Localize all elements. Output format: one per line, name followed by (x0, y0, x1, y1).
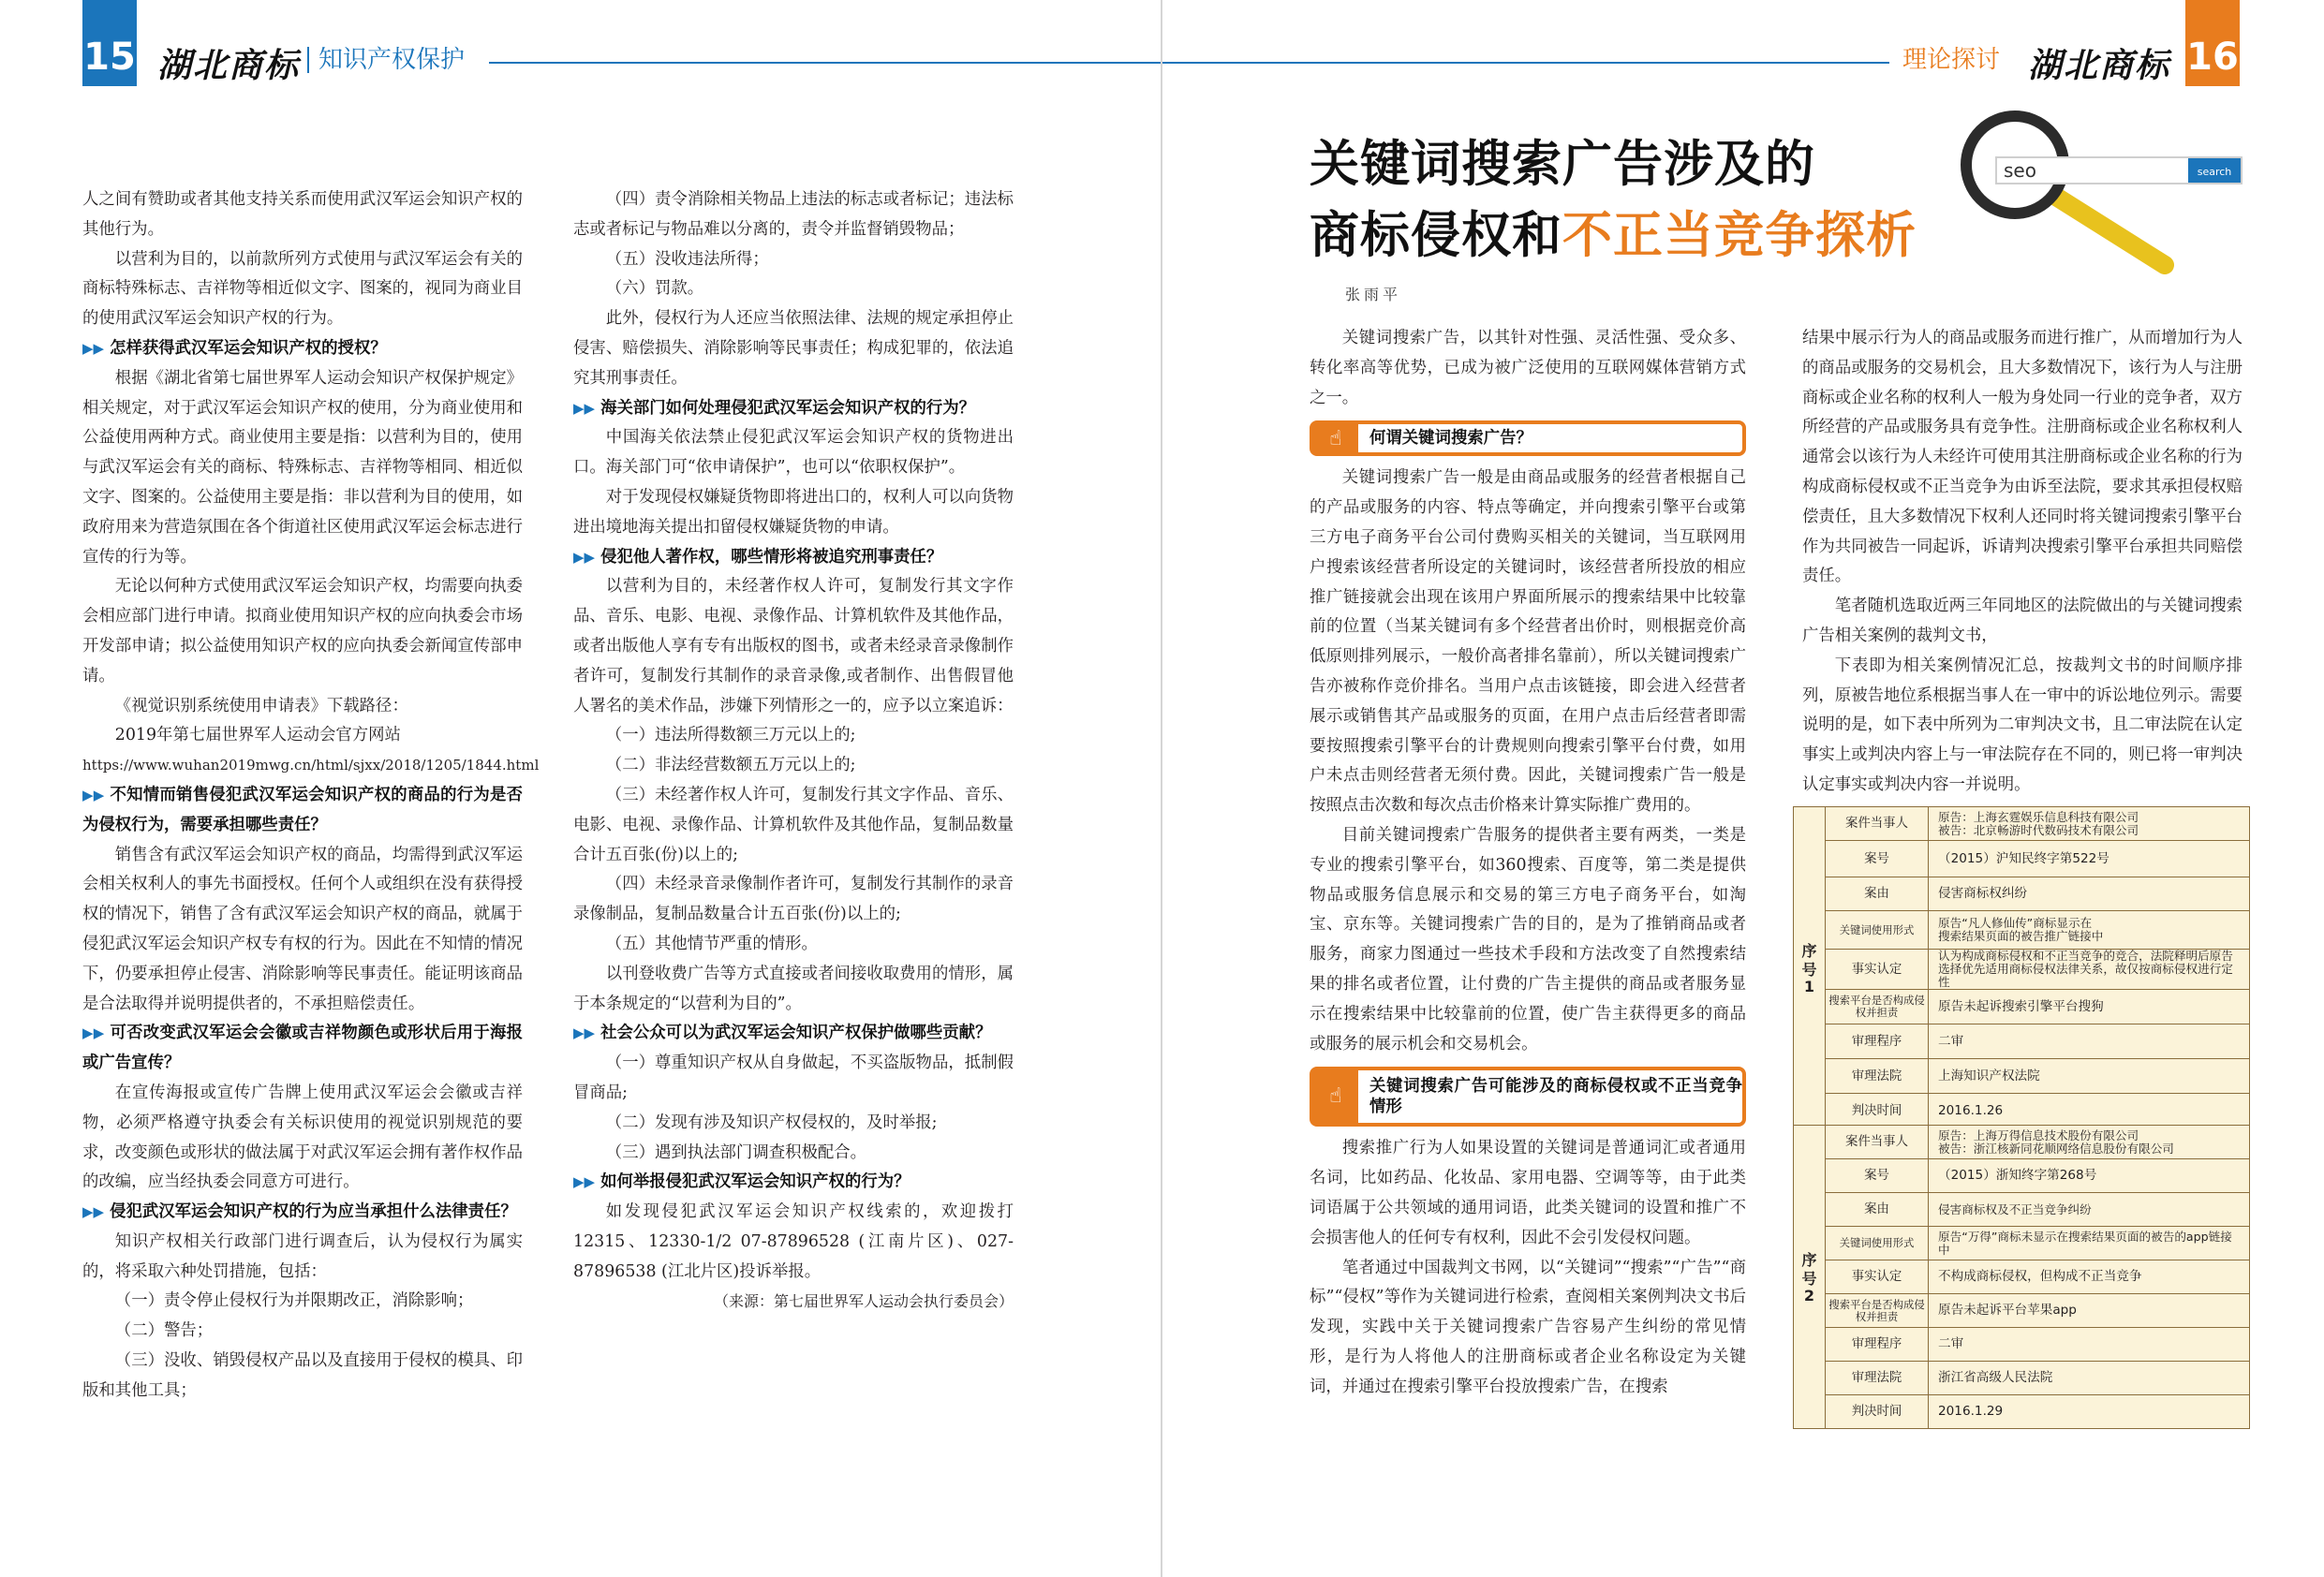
paragraph: （二）非法经营数额五万元以上的; (605, 756, 856, 775)
left-column-1 (82, 185, 540, 1407)
table-key-cell: 案件当事人 (1826, 807, 1929, 841)
table-value-cell: （2015）沪知民终字第522号 (1929, 841, 2250, 877)
table-key-cell: 案号 (1826, 1159, 1929, 1193)
table-row (1794, 807, 2250, 841)
paragraph: 2019年第七届世界军人运动会官方网站 (114, 726, 401, 745)
paragraph: 关键词搜索广告一般是由商品或服务的经营者根据自己的产品或服务的内容、特点等确定，并向搜索引擎平台或第三方电子商务平台公司付费购买相关的关键词，当互联网用户搜索该经营者所设定的关键词时，该经营者所投放的相应推广链接就会出现在该用户界面所展示的搜索结果中比较靠前的位置（当某关键词有多个经营者出价时，则根据竞价高低原则排列展示，一般价高者排名靠前），所以关键词搜索广告亦被称作竞价排名。当用户点击该链接，即会进入经营者展示或销售其产品或服务的页面，在用户点击后经营者即需要按照搜索引擎平台的计费规则向搜索引擎平台付费，如用户未点击则经营者无须付费。因此，关键词搜索广告一般是按照点击次数和每次点击价格来计算实际推广费用的。 (1310, 468, 1746, 816)
table-row (1794, 1395, 2250, 1429)
table-row (1794, 841, 2250, 877)
title-line-1: 关键词搜索广告涉及的 (1310, 136, 1815, 193)
left-column-2 (573, 185, 1014, 1317)
table-value-cell: 原告：上海万得信息技术股份有限公司 被告：浙江核新同花顺网络信息股份有限公司 (1929, 1126, 2250, 1159)
table-key-cell: 审理程序 (1826, 1024, 1929, 1059)
table-value-cell: 侵害商标权及不正当竞争纠纷 (1929, 1193, 2250, 1227)
double-arrow-icon: ▶▶ (573, 1173, 596, 1191)
paragraph: 结果中展示行为人的商品或服务而进行推广，从而增加行为人的商品或服务的交易机会，且大多数情况下，该行为人与注册商标或企业名称的权利人一般为身处同一行业的竞争者，双方所经营的产品或服务具有竞争性。注册商标或企业名称权利人通常会以该行为人未经许可使用其注册商标或企业名称的行为构成商标侵权或不正当竞争为由诉至法院，要求其承担侵权赔偿责任，且大多数情况下权利人还同时将关键词搜索引擎平台作为共同被告一同起诉，诉请判决搜索引擎平台承担共同赔偿责任。 (1802, 329, 2243, 586)
article-title (1310, 129, 1917, 272)
paragraph: （三）没收、销毁侵权产品以及直接用于侵权的模具、印版和其他工具； (82, 1351, 523, 1400)
table-key-cell: 审理程序 (1826, 1328, 1929, 1362)
title-line-2: 商标侵权和不正当竞争探析 (1310, 207, 1917, 264)
right-page (1162, 0, 2324, 1577)
paragraph: （四）未经录音录像制作者许可，复制发行其制作的录音录像制品，复制品数量合计五百张(份)以上的; (573, 875, 1014, 924)
double-arrow-icon: ▶▶ (82, 339, 105, 357)
double-arrow-icon: ▶▶ (82, 786, 105, 803)
question-heading: ▶▶ 海关部门如何处理侵犯武汉军运会知识产权的行为？ (573, 398, 976, 418)
table-row (1794, 1260, 2250, 1294)
paragraph: 中国海关依法禁止侵犯武汉军运会知识产权的货物进出口。海关部门可“依申请保护”，也可以“依职权保护”。 (573, 428, 1014, 478)
table-row (1794, 1024, 2250, 1059)
table-key-cell: 案由 (1826, 1193, 1929, 1227)
header-rule (489, 62, 1162, 64)
table-row (1794, 1159, 2250, 1193)
table-key-cell: 关键词使用形式 (1826, 1227, 1929, 1260)
paragraph: 以营利为目的，未经著作权人许可，复制发行其文字作品、音乐、电影、电视、录像作品、计算机软件及其他作品，或者出版他人享有专有出版权的图书，或者未经录音录像制作者许可，复制发行其制作的录音录像,或者制作、出售假冒他人署名的美术作品，涉嫌下列情形之一的，应予以立案追诉： (573, 577, 1014, 715)
pointing-hand-icon: ☝ (1313, 424, 1358, 452)
paragraph: 《视觉识别系统使用申请表》下载路径： (114, 696, 408, 715)
case-table-1 (1793, 806, 2250, 1128)
table-value-cell: 二审 (1929, 1328, 2250, 1362)
paragraph: 以刊登收费广告等方式直接或者间接收取费用的情形，属于本条规定的“以营利为目的”。 (573, 964, 1014, 1013)
page-number-left: 15 (82, 0, 137, 86)
paragraph: 关键词搜索广告，以其针对性强、灵活性强、受众多、转化率高等优势，已成为被广泛使用的互联网媒体营销方式之一。 (1310, 329, 1746, 407)
paragraph: 下表即为相关案例情况汇总，按裁判文书的时间顺序排列，原被告地位系根据当事人在一审中的诉讼地位列示。需要说明的是，如下表中所列为二审判决文书，且二审法院在认定事实上或判决内容上与一审法院存在不同的，则已将一审判决认定事实或判决内容一并说明。 (1802, 656, 2243, 794)
double-arrow-icon: ▶▶ (82, 1203, 105, 1221)
table-value-cell: 认为构成商标侵权和不正当竞争的竞合，法院释明后原告选择优先适用商标侵权法律关系，故仅按商标侵权进行定性 (1929, 950, 2250, 990)
question-heading: ▶▶ 如何举报侵犯武汉军运会知识产权的行为？ (573, 1172, 910, 1192)
table-value-cell: （2015）浙知终字第268号 (1929, 1159, 2250, 1193)
paragraph: （一）责令停止侵权行为并限期改正，消除影响； (114, 1291, 474, 1311)
paragraph: 无论以何种方式使用武汉军运会知识产权，均需要向执委会相应部门进行申请。拟商业使用知识产权的应向执委会市场开发部申请；拟公益使用知识产权的应向执委会新闻宣传部申请。 (82, 577, 523, 685)
paragraph: （五）其他情节严重的情形。 (605, 934, 818, 953)
paragraph: 人之间有赞助或者其他支持关系而使用武汉军运会知识产权的其他行为。 (82, 190, 523, 239)
case-table-2 (1793, 1125, 2250, 1429)
seo-text: seo (2004, 159, 2036, 182)
table-row (1794, 1362, 2250, 1395)
pointing-hand-icon: ☝ (1313, 1070, 1358, 1123)
table-key-cell: 案件当事人 (1826, 1126, 1929, 1159)
header-rule (1162, 62, 1889, 64)
right-column-2 (1802, 324, 2243, 801)
table-value-cell: 二审 (1929, 1024, 2250, 1059)
double-arrow-icon: ▶▶ (573, 548, 596, 566)
brand-logo: 湖北商标 (2028, 46, 2171, 85)
question-heading: ▶▶ 怎样获得武汉军运会知识产权的授权？ (82, 338, 387, 358)
table-row (1794, 877, 2250, 911)
double-arrow-icon: ▶▶ (82, 1024, 105, 1042)
table-value-cell: 原告“万得”商标未显示在搜索结果页面的被告的app链接中 (1929, 1227, 2250, 1260)
table-value-cell: 原告：上海玄霆娱乐信息科技有限公司 被告：北京畅游时代数码技术有限公司 (1929, 807, 2250, 841)
paragraph: 知识产权相关行政部门进行调查后，认为侵权行为属实的，将采取六种处罚措施，包括： (82, 1231, 523, 1281)
table-row (1794, 990, 2250, 1024)
source-note: （来源：第七届世界军人运动会执行委员会） (713, 1292, 1014, 1311)
case-sequence: 序号 2 (1794, 1126, 1826, 1429)
section-title: 理论探讨 (1902, 46, 2001, 74)
double-arrow-icon: ▶▶ (573, 399, 596, 417)
brand-logo: 湖北商标 (157, 46, 301, 85)
table-row (1794, 1328, 2250, 1362)
table-value-cell: 2016.1.29 (1929, 1395, 2250, 1429)
table-row (1794, 911, 2250, 950)
question-heading: ▶▶ 不知情而销售侵犯武汉军运会知识产权的商品的行为是否为侵权行为，需要承担哪些责任？ (82, 785, 523, 834)
table-key-cell: 判决时间 (1826, 1395, 1929, 1429)
table-key-cell: 判决时间 (1826, 1094, 1929, 1128)
paragraph: （五）没收违法所得； (605, 249, 769, 269)
table-value-cell: 浙江省高级人民法院 (1929, 1362, 2250, 1395)
page-number-right: 16 (2185, 0, 2240, 86)
table-row (1794, 1227, 2250, 1260)
table-key-cell: 案号 (1826, 841, 1929, 877)
title-highlight: 不正当竞争探析 (1562, 207, 1917, 264)
table-key-cell: 事实认定 (1826, 950, 1929, 990)
table-key-cell: 案由 (1826, 877, 1929, 911)
paragraph: 在宣传海报或宣传广告牌上使用武汉军运会会徽或吉祥物，必须严格遵守执委会有关标识使用的视觉识别规范的要求，改变颜色或形状的做法属于对武汉军运会拥有著作权作品的改编，应当经执委会同意方可进行。 (82, 1083, 523, 1192)
paragraph: 笔者通过中国裁判文书网，以“关键词”“搜索”“广告”“商标”“侵权”等作为关键词进行检索，查阅相关案例判决文书后发现，实践中关于关键词搜索广告容易产生纠纷的常见情形，是行为人将他人的注册商标或者企业名称设定为关键词，并通过在搜索引擎平台投放搜索广告，在搜索 (1310, 1258, 1746, 1396)
double-arrow-icon: ▶▶ (573, 1024, 596, 1042)
table-row (1794, 1094, 2250, 1128)
case-sequence: 序号 1 (1794, 807, 1826, 1128)
question-heading: ▶▶ 侵犯他人著作权，哪些情形将被追究刑事责任？ (573, 547, 943, 567)
table-value-cell: 原告“凡人修仙传”商标显示在 搜索结果页面的被告推广链接中 (1929, 911, 2250, 950)
search-button-text: search (2197, 166, 2232, 178)
table-row (1794, 950, 2250, 990)
table-row (1794, 1294, 2250, 1328)
paragraph: 如发现侵犯武汉军运会知识产权线索的，欢迎拨打12315、12330-1/2 07-87896528 (江南片区)、027-87896538 (江北片区)投诉举报。 (573, 1202, 1014, 1281)
paragraph: 此外，侵权行为人还应当依照法律、法规的规定承担停止侵害、赔偿损失、消除影响等民事责任；构成犯罪的，依法追究其刑事责任。 (573, 309, 1014, 388)
paragraph: （四）责令消除相关物品上违法的标志或者标记；违法标志或者标记与物品难以分离的，责令并监督销毁物品； (573, 190, 1014, 239)
paragraph: 对于发现侵权嫌疑货物即将进出口的，权利人可以向货物进出境地海关提出扣留侵权嫌疑货物的申请。 (573, 487, 1014, 537)
table-key-cell: 关键词使用形式 (1826, 911, 1929, 950)
paragraph: （六）罚款。 (605, 279, 704, 299)
table-value-cell: 侵害商标权纠纷 (1929, 877, 2250, 911)
author: 张雨平 (1345, 286, 1402, 303)
seo-magnifier-icon (1949, 111, 2249, 288)
paragraph: 销售含有武汉军运会知识产权的商品，均需得到武汉军运会相关权利人的事先书面授权。任何个人或组织在没有获得授权的情况下，销售了含有武汉军运会知识产权的商品，就属于侵犯武汉军运会知识产权专有权的行为。因此在不知情的情况下，仍要承担停止侵害、消除影响等民事责任。能证明该商品是合法取得并说明提供者的，不承担赔偿责任。 (82, 845, 523, 1013)
table-key-cell: 审理法院 (1826, 1059, 1929, 1094)
table-key-cell: 审理法院 (1826, 1362, 1929, 1395)
download-url: https://www.wuhan2019mwg.cn/html/sjxx/2018/1205/1844.html (82, 757, 540, 774)
table-value-cell: 2016.1.26 (1929, 1094, 2250, 1128)
paragraph: 笔者随机选取近两三年同地区的法院做出的与关键词搜索广告相关案例的裁判文书， (1802, 597, 2243, 645)
question-heading: ▶▶ 社会公众可以为武汉军运会知识产权保护做哪些贡献？ (573, 1024, 992, 1043)
table-value-cell: 上海知识产权法院 (1929, 1059, 2250, 1094)
table-value-cell: 原告未起诉搜索引擎平台搜狗 (1929, 990, 2250, 1024)
table-row (1794, 1126, 2250, 1159)
paragraph: （三）未经著作权人许可，复制发行其文字作品、音乐、电影、电视、录像作品、计算机软件及其他作品，复制品数量合计五百张(份)以上的; (573, 785, 1014, 864)
table-value-cell: 原告未起诉平台苹果app (1929, 1294, 2250, 1328)
paragraph: （二）警告； (114, 1321, 214, 1341)
table-key-cell: 搜索平台是否构成侵权并担责 (1826, 990, 1929, 1024)
section-box-heading: ☝ 何谓关键词搜索广告？ (1310, 420, 1746, 456)
question-heading: ▶▶ 可否改变武汉军运会会徽或吉祥物颜色或形状后用于海报或广告宣传？ (82, 1024, 523, 1073)
paragraph: 根据《湖北省第七届世界军人运动会知识产权保护规定》相关规定，对于武汉军运会知识产权的使用，分为商业使用和公益使用两种方式。商业使用主要是指：以营利为目的，使用与武汉军运会有关的商标、特殊标志、吉祥物等相同、相近似文字、图案的。公益使用主要是指：非以营利为目的使用，如政府用来为营造氛围在各个街道社区使用武汉军运会标志进行宣传的行为等。 (82, 368, 523, 567)
question-heading: ▶▶ 侵犯武汉军运会知识产权的行为应当承担什么法律责任？ (82, 1202, 517, 1222)
paragraph: （三）遇到执法部门调查积极配合。 (605, 1142, 867, 1162)
table-value-cell: 不构成商标侵权，但构成不正当竞争 (1929, 1260, 2250, 1294)
table-row (1794, 1059, 2250, 1094)
paragraph: 搜索推广行为人如果设置的关键词是普通词汇或者通用名词，比如药品、化妆品、家用电器、空调等等，由于此类词语属于公共领域的通用词语，此类关键词的设置和推广不会损害他人的任何专有权利，因此不会引发侵权问题。 (1310, 1139, 1746, 1247)
table-key-cell: 事实认定 (1826, 1260, 1929, 1294)
paragraph: （一）尊重知识产权从自身做起，不买盗版物品，抵制假冒商品; (573, 1054, 1014, 1102)
paragraph: 目前关键词搜索广告服务的提供者主要有两类，一类是专业的搜索引擎平台，如360搜索、百度等，第二类是提供物品或服务信息展示和交易的第三方电子商务平台，如淘宝、京东等。关键词搜索广告的目的，是为了推销商品或者服务，商家力图通过一些技术手段和方法改变了自然搜索结果的排名或者位置，让付费的广告主提供的商品或者服务显示在搜索结果中比较靠前的位置，使广告主获得更多的商品或服务的展示机会和交易机会。 (1310, 825, 1746, 1054)
table-row (1794, 1193, 2250, 1227)
section-title: 知识产权保护 (307, 47, 465, 73)
section-box-heading: ☝ 关键词搜索广告可能涉及的商标侵权或不正当竞争情形 (1310, 1067, 1746, 1127)
paragraph: 以营利为目的，以前款所列方式使用与武汉军运会有关的商标特殊标志、吉祥物等相近似文字、图案的，视同为商业目的使用武汉军运会知识产权的行为。 (82, 249, 523, 329)
paragraph: （二）发现有涉及知识产权侵权的，及时举报; (605, 1113, 938, 1132)
paragraph: （一）违法所得数额三万元以上的; (605, 726, 856, 745)
right-column-1 (1310, 324, 1746, 1403)
table-key-cell: 搜索平台是否构成侵权并担责 (1826, 1294, 1929, 1328)
